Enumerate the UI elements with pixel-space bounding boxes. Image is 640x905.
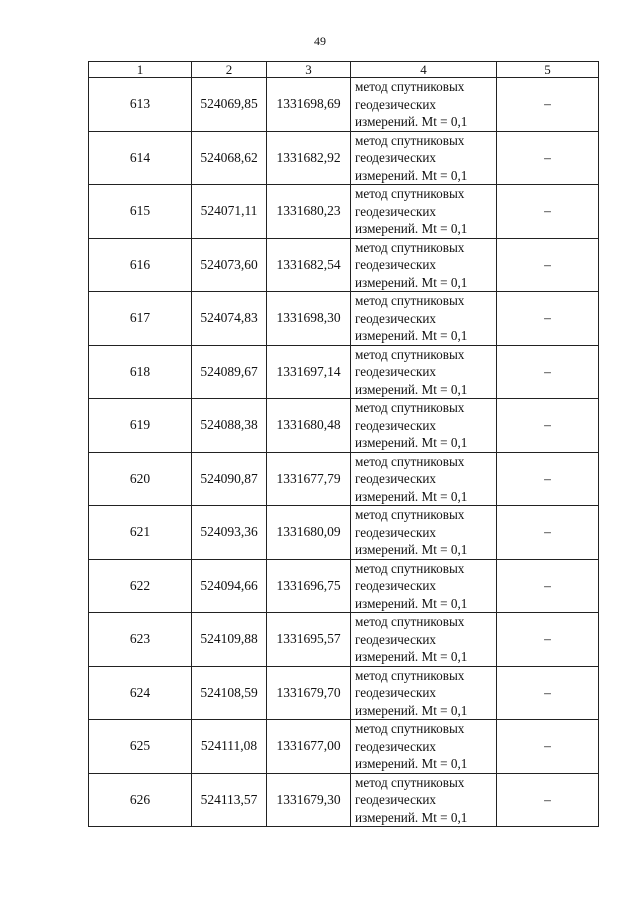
method-cell xyxy=(351,78,497,132)
method-line-2: геодезических xyxy=(355,417,437,433)
note-cell: – xyxy=(497,131,599,185)
y-coordinate-cell: 1331698,69 xyxy=(267,78,351,132)
point-number-cell: 613 xyxy=(89,78,192,132)
method-line-1: метод спутниковых xyxy=(355,667,465,683)
x-coordinate-cell: 524113,57 xyxy=(192,773,267,827)
method-line-3: измерений. Mt = 0,1 xyxy=(355,488,468,504)
y-coordinate-cell: 1331679,70 xyxy=(267,666,351,720)
method-line-2: геодезических xyxy=(355,471,437,486)
method-line-3: измерений. Mt = 0,1 xyxy=(355,221,468,236)
method-line-3: измерений. Mt = 0,1 xyxy=(355,542,468,557)
y-coordinate-cell: 1331695,57 xyxy=(267,613,351,667)
x-coordinate-cell: 524068,62 xyxy=(192,131,267,185)
method-line-2: геодезических xyxy=(355,524,437,540)
method-line-1: метод спутниковых xyxy=(355,79,465,94)
method-line-2: геодезических xyxy=(355,685,437,700)
x-coordinate-cell: 524073,60 xyxy=(192,238,267,292)
y-coordinate-cell: 1331680,23 xyxy=(267,185,351,239)
method-line-2: геодезических xyxy=(355,150,437,165)
x-coordinate-cell: 524069,85 xyxy=(192,78,267,132)
table-row xyxy=(89,506,599,560)
note-cell: – xyxy=(497,666,599,720)
page-number: 49 xyxy=(314,34,326,48)
y-coordinate-cell: 1331697,14 xyxy=(267,345,351,399)
method-line-3: измерений. Mt = 0,1 xyxy=(355,328,468,343)
coordinates-table xyxy=(88,61,599,827)
column-header-1: 1 xyxy=(89,62,192,78)
x-coordinate-cell: 524090,87 xyxy=(192,452,267,506)
y-coordinate-cell: 1331682,92 xyxy=(267,131,351,185)
point-number-cell: 623 xyxy=(89,613,192,667)
method-line-2: геодезических xyxy=(355,203,437,219)
method-line-1: метод спутниковых xyxy=(355,721,465,736)
note-cell: – xyxy=(497,238,599,292)
method-line-3: измерений. Mt = 0,1 xyxy=(355,809,468,825)
point-number-cell: 622 xyxy=(89,559,192,613)
method-line-3: измерений. Mt = 0,1 xyxy=(355,756,468,771)
method-line-3: измерений. Mt = 0,1 xyxy=(355,167,468,183)
method-line-3: измерений. Mt = 0,1 xyxy=(355,381,468,397)
column-header-2: 2 xyxy=(192,62,267,78)
method-cell xyxy=(351,399,497,453)
x-coordinate-cell: 524108,59 xyxy=(192,666,267,720)
y-coordinate-cell: 1331680,09 xyxy=(267,506,351,560)
point-number-cell: 618 xyxy=(89,345,192,399)
y-coordinate-cell: 1331679,30 xyxy=(267,773,351,827)
x-coordinate-cell: 524094,66 xyxy=(192,559,267,613)
method-cell xyxy=(351,292,497,346)
point-number-cell: 615 xyxy=(89,185,192,239)
method-cell xyxy=(351,238,497,292)
table-header-row xyxy=(89,62,599,78)
method-line-2: геодезических xyxy=(355,310,437,326)
method-line-1: метод спутниковых xyxy=(355,293,465,308)
method-line-1: метод спутниковых xyxy=(355,186,465,201)
table-row xyxy=(89,720,599,774)
note-cell: – xyxy=(497,720,599,774)
y-coordinate-cell: 1331682,54 xyxy=(267,238,351,292)
method-line-3: измерений. Mt = 0,1 xyxy=(355,274,468,290)
note-cell: – xyxy=(497,613,599,667)
method-line-1: метод спутниковых xyxy=(355,132,465,148)
table-row xyxy=(89,185,599,239)
point-number-cell: 619 xyxy=(89,399,192,453)
method-line-1: метод спутниковых xyxy=(355,453,465,469)
method-cell xyxy=(351,185,497,239)
table-row xyxy=(89,399,599,453)
note-cell: – xyxy=(497,452,599,506)
point-number-cell: 624 xyxy=(89,666,192,720)
method-line-1: метод спутниковых xyxy=(355,400,465,415)
method-line-2: геодезических xyxy=(355,631,437,647)
point-number-cell: 614 xyxy=(89,131,192,185)
x-coordinate-cell: 524089,67 xyxy=(192,345,267,399)
method-cell xyxy=(351,452,497,506)
table-row xyxy=(89,666,599,720)
point-number-cell: 626 xyxy=(89,773,192,827)
x-coordinate-cell: 524088,38 xyxy=(192,399,267,453)
point-number-cell: 617 xyxy=(89,292,192,346)
note-cell: – xyxy=(497,506,599,560)
table-row xyxy=(89,345,599,399)
point-number-cell: 625 xyxy=(89,720,192,774)
note-cell: – xyxy=(497,185,599,239)
note-cell: – xyxy=(497,78,599,132)
table-row xyxy=(89,773,599,827)
method-line-2: геодезических xyxy=(355,257,437,272)
method-line-3: измерений. Mt = 0,1 xyxy=(355,649,468,664)
point-number-cell: 616 xyxy=(89,238,192,292)
method-cell xyxy=(351,613,497,667)
table-row xyxy=(89,292,599,346)
method-line-2: геодезических xyxy=(355,578,437,593)
note-cell: – xyxy=(497,399,599,453)
method-line-3: измерений. Mt = 0,1 xyxy=(355,702,468,718)
table-row xyxy=(89,238,599,292)
method-line-2: геодезических xyxy=(355,792,437,807)
method-cell xyxy=(351,666,497,720)
method-cell xyxy=(351,773,497,827)
x-coordinate-cell: 524074,83 xyxy=(192,292,267,346)
method-cell xyxy=(351,506,497,560)
y-coordinate-cell: 1331677,79 xyxy=(267,452,351,506)
table-row xyxy=(89,559,599,613)
table-row xyxy=(89,78,599,132)
method-cell xyxy=(351,720,497,774)
method-line-3: измерений. Mt = 0,1 xyxy=(355,114,468,129)
method-line-1: метод спутниковых xyxy=(355,774,465,790)
method-line-2: геодезических xyxy=(355,738,437,754)
method-cell xyxy=(351,131,497,185)
table-body xyxy=(89,78,599,827)
x-coordinate-cell: 524071,11 xyxy=(192,185,267,239)
point-number-cell: 620 xyxy=(89,452,192,506)
method-line-1: метод спутниковых xyxy=(355,560,465,576)
column-header-5: 5 xyxy=(497,62,599,78)
table-row xyxy=(89,613,599,667)
method-line-1: метод спутниковых xyxy=(355,507,465,522)
y-coordinate-cell: 1331677,00 xyxy=(267,720,351,774)
method-line-1: метод спутниковых xyxy=(355,239,465,255)
column-header-4: 4 xyxy=(351,62,497,78)
method-cell xyxy=(351,345,497,399)
column-header-3: 3 xyxy=(267,62,351,78)
x-coordinate-cell: 524109,88 xyxy=(192,613,267,667)
method-line-3: измерений. Mt = 0,1 xyxy=(355,435,468,450)
note-cell: – xyxy=(497,292,599,346)
y-coordinate-cell: 1331698,30 xyxy=(267,292,351,346)
x-coordinate-cell: 524111,08 xyxy=(192,720,267,774)
method-line-1: метод спутниковых xyxy=(355,614,465,629)
note-cell: – xyxy=(497,345,599,399)
point-number-cell: 621 xyxy=(89,506,192,560)
table-row xyxy=(89,131,599,185)
y-coordinate-cell: 1331696,75 xyxy=(267,559,351,613)
method-cell xyxy=(351,559,497,613)
method-line-1: метод спутниковых xyxy=(355,346,465,362)
y-coordinate-cell: 1331680,48 xyxy=(267,399,351,453)
note-cell: – xyxy=(497,559,599,613)
method-line-2: геодезических xyxy=(355,364,437,379)
method-line-2: геодезических xyxy=(355,96,437,112)
x-coordinate-cell: 524093,36 xyxy=(192,506,267,560)
method-line-3: измерений. Mt = 0,1 xyxy=(355,595,468,611)
note-cell: – xyxy=(497,773,599,827)
table-row xyxy=(89,452,599,506)
